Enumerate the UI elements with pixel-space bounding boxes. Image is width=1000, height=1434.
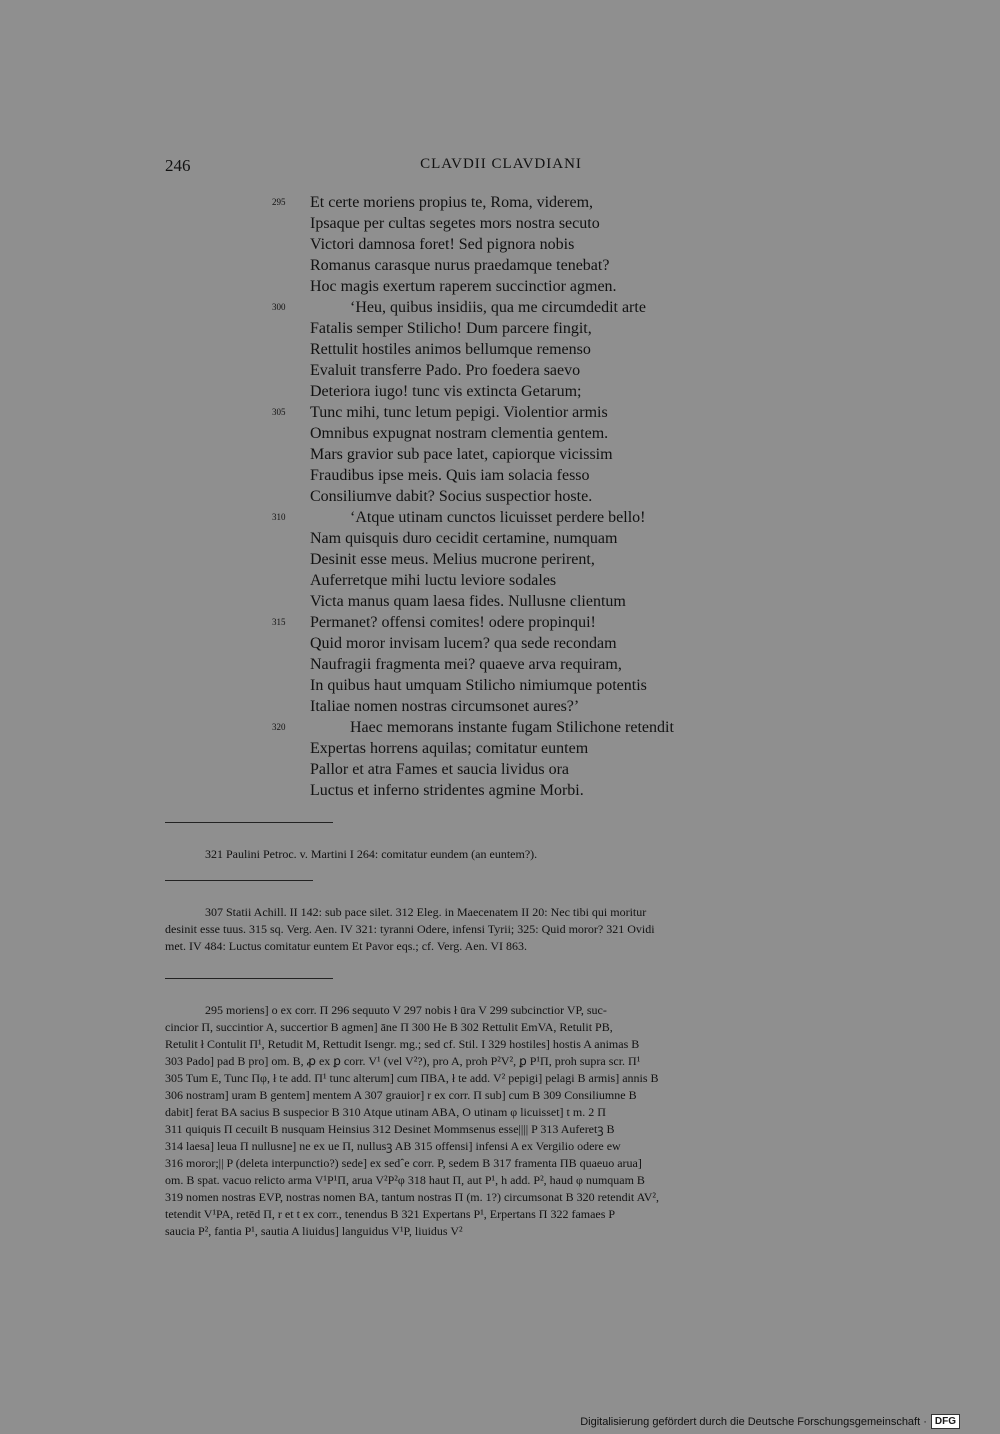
sources-apparatus — [165, 904, 837, 955]
verse-line — [272, 738, 752, 759]
running-title: CLAVDII CLAVDIANI — [420, 156, 582, 172]
verse-text: Et certe moriens propius te, Roma, viderem, — [310, 194, 594, 211]
apparatus-line: 316 moror;|| P (deleta interpunctio?) sede] ex sedˆe corr. P, sedem B 317 framenta ΠB quaeuo arua] — [165, 1156, 642, 1170]
verse-line — [272, 465, 752, 486]
verse-text: Evaluit transferre Pado. Pro foedera saevo — [310, 362, 581, 379]
verse-text: Romanus carasque nurus praedamque tenebat? — [310, 257, 610, 274]
verse-line — [272, 528, 752, 549]
verse-text: Tunc mihi, tunc letum pepigi. Violentior armis — [310, 404, 608, 421]
verse-line — [272, 276, 752, 297]
digitization-footer — [580, 1414, 960, 1429]
apparatus-line: 305 Tum E, Tunc Πφ, ł te add. Π¹ tunc alterum] cum ΠBA, ł te add. V² pepigi] pelagi B armis] annis B — [165, 1071, 659, 1085]
verse-line — [272, 570, 752, 591]
parallel-note: 321 Paulini Petroc. v. Martini I 264: comitatur eundem (an euntem?). — [205, 847, 538, 861]
funding-notice: Digitalisierung gefördert durch die Deutsche Forschungsgemeinschaft · — [580, 1415, 927, 1428]
verse-line — [272, 675, 752, 696]
verse-text: Nam quisquis duro cecidit certamine, numquam — [310, 530, 618, 547]
verse-line — [272, 717, 752, 738]
line-number: 315 — [272, 617, 286, 627]
line-number: 310 — [272, 512, 286, 522]
verse-text: Naufragii fragmenta mei? quaeve arva requiram, — [310, 656, 622, 673]
source-line: 307 Statii Achill. II 142: sub pace silet. 312 Eleg. in Maecenatem II 20: Nec tibi qui moritur — [205, 905, 647, 919]
verse-text: Auferretque mihi luctu leviore sodales — [310, 572, 557, 589]
poem-text — [272, 192, 752, 801]
verse-line — [272, 318, 752, 339]
source-line: desinit esse tuus. 315 sq. Verg. Aen. IV 321: tyranni Odere, infensi Tyrii; 325: Quid moror? 321 Ovidi — [165, 922, 655, 936]
page-number: 246 — [165, 156, 191, 175]
verse-line — [272, 633, 752, 654]
line-number: 295 — [272, 197, 286, 207]
apparatus-divider — [165, 978, 333, 979]
apparatus-line: 306 nostram] uram B gentem] mentem A 307 grauior] r ex corr. Π sub] cum B 309 Consiliumne B — [165, 1088, 637, 1102]
verse-line — [272, 381, 752, 402]
apparatus-line: tetendit V¹PA, retēd Π, r et t ex corr., tenendus B 321 Expertans P¹, Erpertans Π 322 famaes P — [165, 1207, 616, 1221]
verse-text: Pallor et atra Fames et saucia lividus ora — [310, 761, 570, 778]
verse-text: ‘Atque utinam cunctos licuisset perdere bello! — [350, 509, 646, 526]
verse-line — [272, 339, 752, 360]
apparatus-line: dabit] ferat BA sacius B suspecior B 310 Atque utinam ABA, O utinam φ licuisset] t m. 2 Π — [165, 1105, 606, 1119]
verse-line — [272, 549, 752, 570]
verse-line — [272, 192, 752, 213]
verse-text: Victa manus quam laesa fides. Nullusne clientum — [310, 593, 626, 610]
dfg-logo: DFG — [931, 1414, 960, 1429]
verse-line — [272, 297, 752, 318]
verse-line — [272, 591, 752, 612]
apparatus-line: saucia P², fantia P¹, sautia A liuidus] languidus V¹P, liuidus V² — [165, 1224, 463, 1238]
source-line: met. IV 484: Luctus comitatur euntem Et Pavor eqs.; cf. Verg. Aen. VI 863. — [165, 939, 528, 953]
apparatus-line: 295 moriens] o ex corr. Π 296 sequuto V 297 nobis ł ūra V 299 subcinctior VP, suc- — [205, 1003, 607, 1017]
verse-text: Expertas horrens aquilas; comitatur euntem — [310, 740, 589, 757]
verse-line — [272, 759, 752, 780]
verse-text: Mars gravior sub pace latet, capiorque vicissim — [310, 446, 613, 463]
apparatus-line: 314 laesa] leua Π nullusne] ne ex ue Π, nullusꝫ AB 315 offensi] infensi A ex Vergilio odere ew — [165, 1139, 621, 1153]
verse-line — [272, 234, 752, 255]
verse-text: Hoc magis exertum raperem succinctior agmen. — [310, 278, 617, 295]
verse-text: Victori damnosa foret! Sed pignora nobis — [310, 236, 575, 253]
verse-text: Quid moror invisam lucem? qua sede recondam — [310, 635, 617, 652]
line-number: 305 — [272, 407, 286, 417]
verse-text: In quibus haut umquam Stilicho nimiumque potentis — [310, 677, 647, 694]
verse-line — [272, 654, 752, 675]
verse-line — [272, 360, 752, 381]
verse-text: Deteriora iugo! tunc vis extincta Getarum; — [310, 383, 582, 400]
verse-text: Rettulit hostiles animos bellumque remenso — [310, 341, 591, 358]
verse-text: Luctus et inferno stridentes agmine Morbi. — [310, 782, 584, 799]
critical-apparatus — [165, 1002, 837, 1240]
verse-text: Fatalis semper Stilicho! Dum parcere fingit, — [310, 320, 592, 337]
page-header — [165, 156, 837, 184]
verse-text: Consiliumve dabit? Socius suspectior hoste. — [310, 488, 593, 505]
verse-text: Ipsaque per cultas segetes mors nostra secuto — [310, 215, 600, 232]
verse-line — [272, 486, 752, 507]
apparatus-line: Retulit ł Contulit Π¹, Retudit M, Rettudit Isengr. mg.; sed cf. Stil. I 329 hostiles] hostis A animas B — [165, 1037, 640, 1051]
apparatus-line: om. B spat. vacuo relicto arma V¹P¹Π, arua V²P²φ 318 haut Π, aut P¹, h add. P², haud φ numquam B — [165, 1173, 645, 1187]
verse-line — [272, 402, 752, 423]
apparatus-line: 303 Pado] pad B pro] om. B, ꝓ ex ꝑ corr. V¹ (vel V²?), pro A, proh P²V², ꝑ P¹Π, proh supra scr. Π¹ — [165, 1054, 641, 1068]
verse-text: Permanet? offensi comites! odere propinqui! — [310, 614, 596, 631]
line-number: 300 — [272, 302, 286, 312]
verse-line — [272, 255, 752, 276]
verse-text: Haec memorans instante fugam Stilichone retendit — [350, 719, 674, 736]
footnote-divider — [165, 822, 333, 823]
line-number: 320 — [272, 722, 286, 732]
apparatus-line: cincior Π, succintior A, succertior B agmen] āne Π 300 He B 302 Rettulit EmVA, Retulit PB, — [165, 1020, 613, 1034]
sources-divider — [165, 880, 313, 881]
verse-text: Omnibus expugnat nostram clementia gentem. — [310, 425, 609, 442]
verse-line — [272, 423, 752, 444]
verse-line — [272, 507, 752, 528]
apparatus-line: 311 quiquis Π cecuilt B nusquam Heinsius 312 Desinet Mommsenus esse|||| P 313 Auferetꝫ B — [165, 1122, 615, 1136]
verse-text: ‘Heu, quibus insidiis, qua me circumdedit arte — [350, 299, 646, 316]
verse-line — [272, 780, 752, 801]
verse-line — [272, 444, 752, 465]
verse-line — [272, 213, 752, 234]
verse-text: Fraudibus ipse meis. Quis iam solacia fesso — [310, 467, 590, 484]
apparatus-line: 319 nomen nostras EVP, nostras nomen BA, tantum nostras Π (m. 1?) circumsonat B 320 retendit AV², — [165, 1190, 659, 1204]
verse-line — [272, 612, 752, 633]
verse-text: Desinit esse meus. Melius mucrone perirent, — [310, 551, 595, 568]
verse-text: Italiae nomen nostras circumsonet aures?’ — [310, 698, 580, 715]
verse-line — [272, 696, 752, 717]
